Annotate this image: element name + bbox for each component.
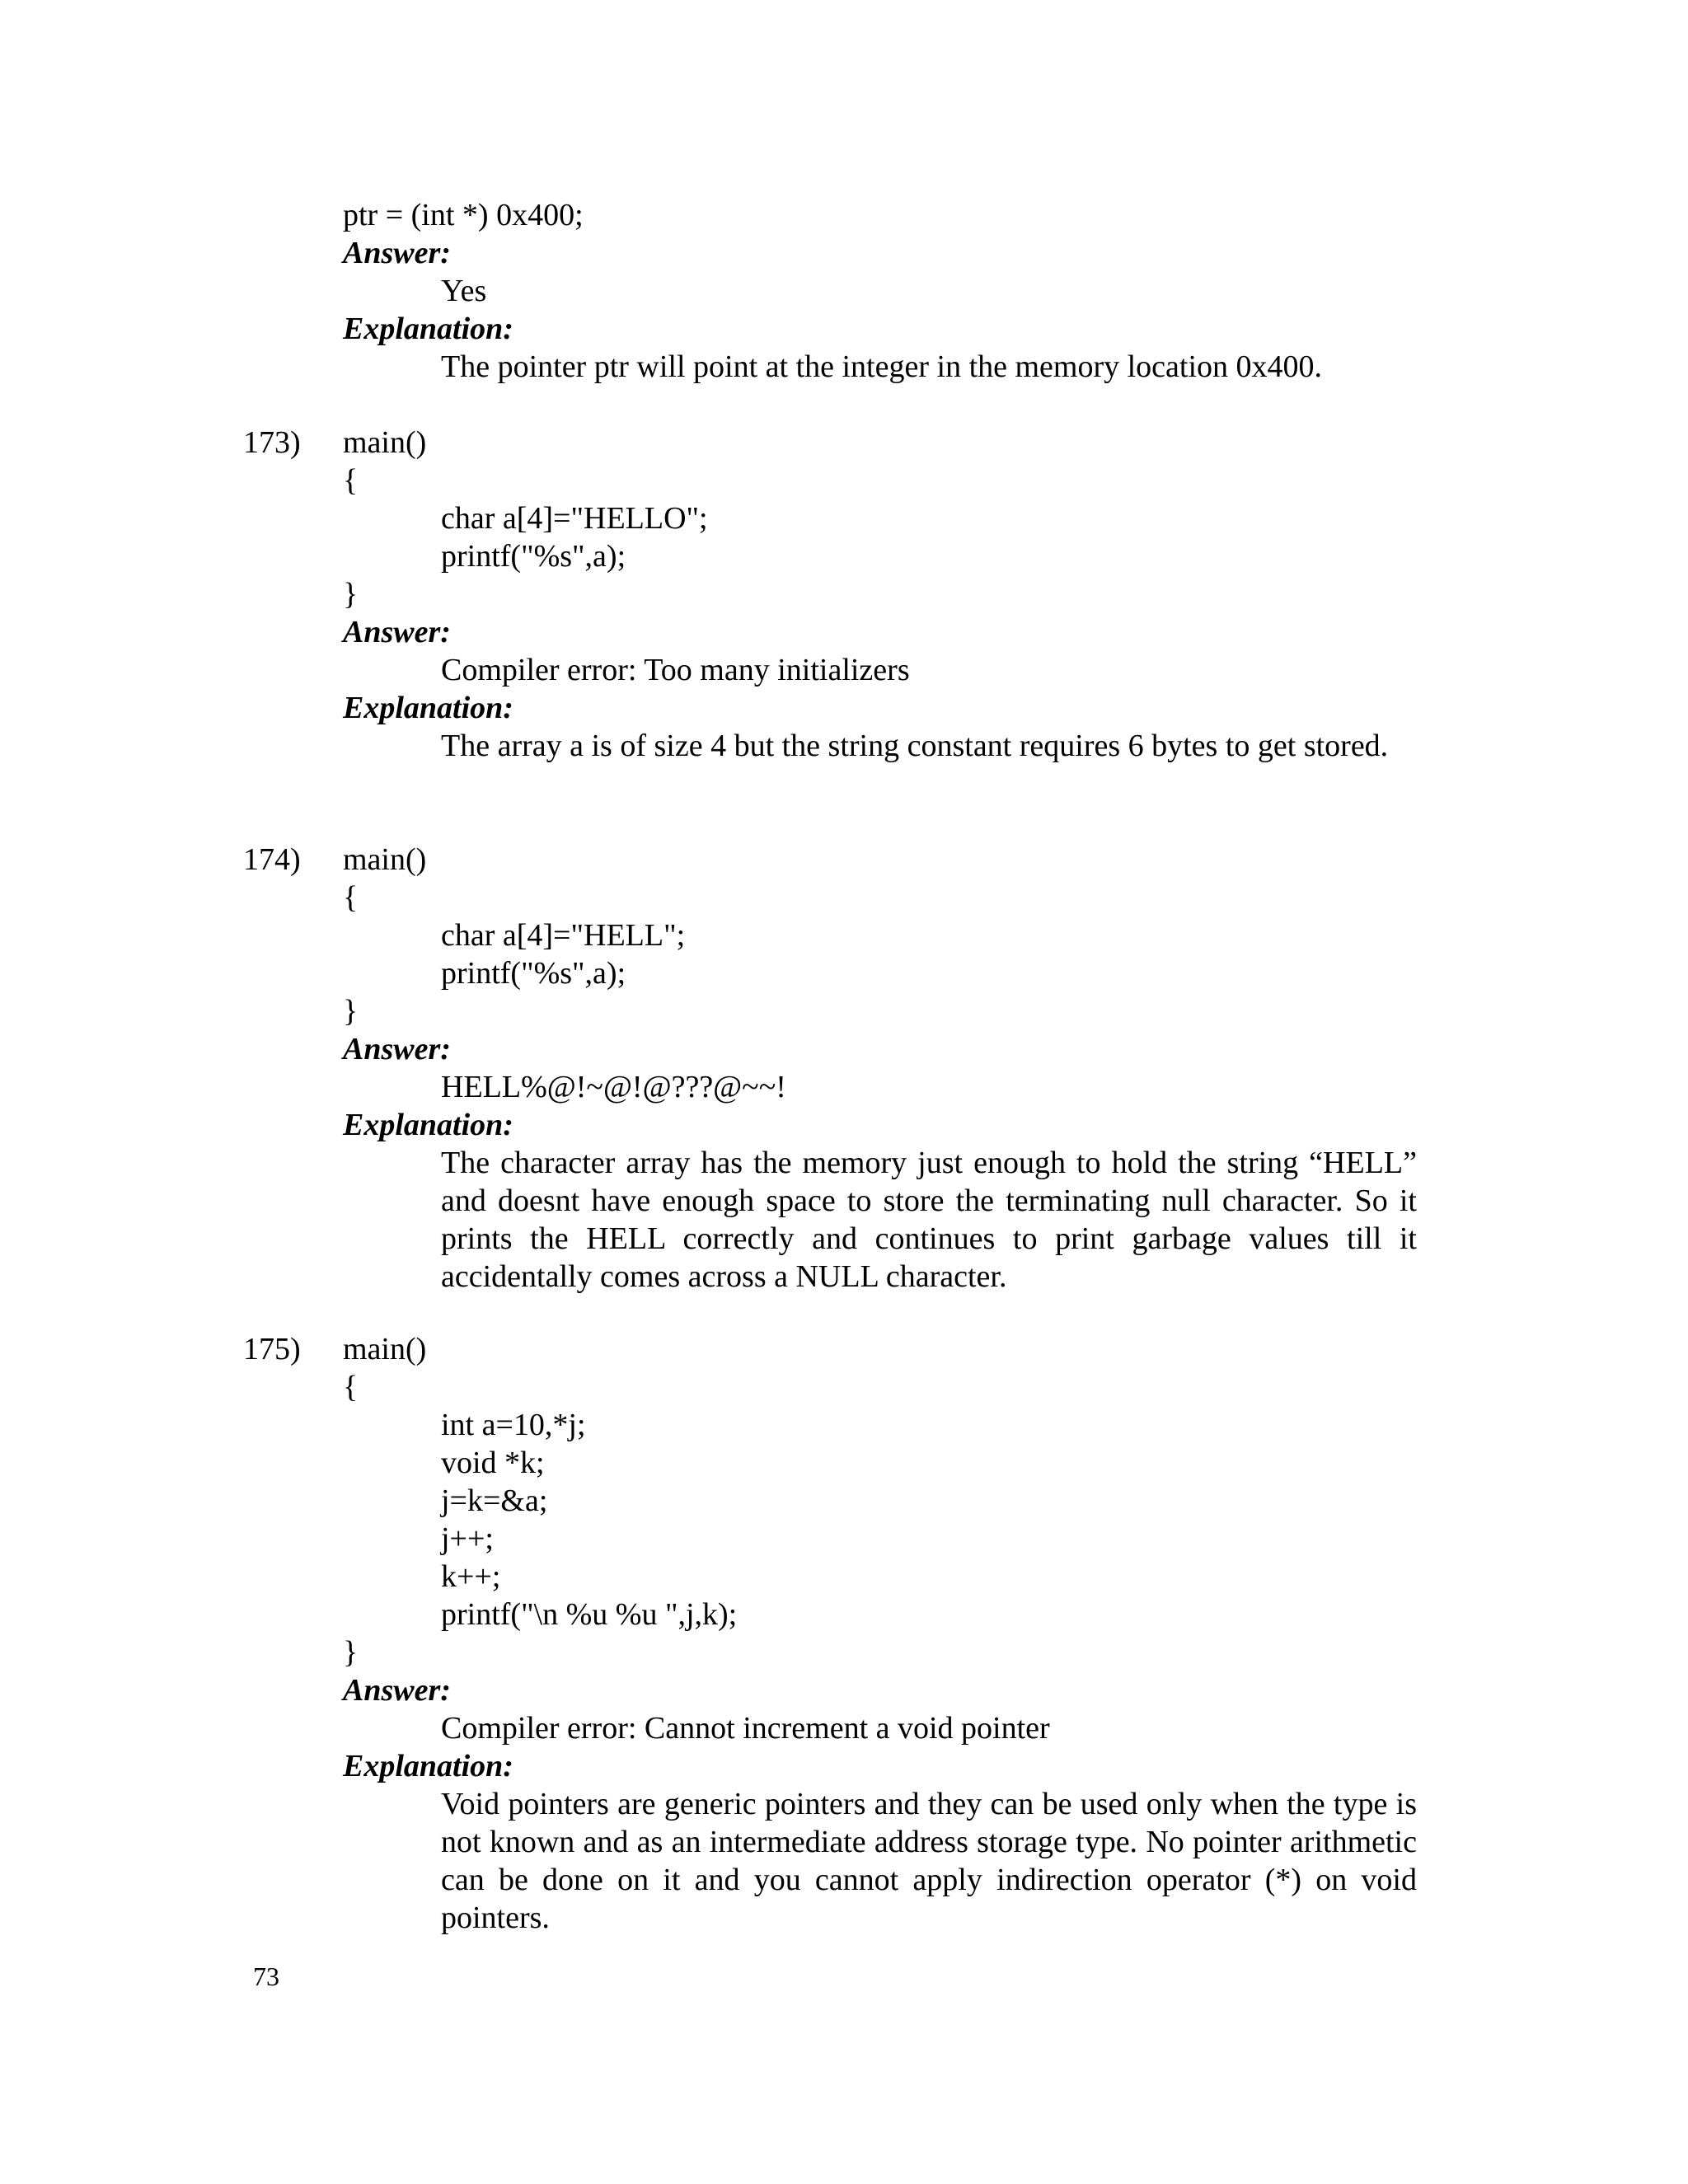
code-line: char a[4]="HELL"; (441, 918, 686, 953)
code-line: } (343, 994, 359, 1029)
question-number: 173) (243, 425, 301, 460)
code-line: } (343, 577, 359, 612)
answer-text: Compiler error: Too many initializers (441, 653, 910, 687)
explanation-text: The array a is of size 4 but the string constant requires 6 bytes to get stored. (441, 729, 1389, 763)
explanation-text: Void pointers are generic pointers and they can be used only when the type is not known and as an intermediate address storage type. No pointer arithmetic can be done on it and you cannot apply indirection operator (*) on void pointers. (441, 1787, 1417, 1935)
answer-text: Compiler error: Cannot increment a void pointer (441, 1711, 1050, 1746)
code-line: j++; (441, 1521, 494, 1556)
answer-label: Answer: (343, 1673, 451, 1708)
code-line: j=k=&a; (441, 1483, 548, 1518)
answer-text: HELL%@!~@!@???@~~! (441, 1070, 786, 1104)
answer-label: Answer: (343, 615, 451, 649)
code-line: printf("\n %u %u ",j,k); (441, 1597, 738, 1632)
explanation-text: The character array has the memory just enough to hold the string “HELL” and doesnt have enough space to store the terminating null character. So it prints the HELL correctly and continues to print garbage values till it accidentally comes across a NULL character. (441, 1146, 1456, 1294)
code-line: main() (343, 842, 427, 877)
question-number: 174) (243, 842, 301, 877)
code-line: { (343, 463, 359, 498)
answer-label: Answer: (343, 1032, 451, 1066)
code-line: char a[4]="HELLO"; (441, 501, 708, 536)
code-line: printf("%s",a); (441, 539, 626, 574)
answer-text: Yes (441, 274, 487, 308)
question-number: 175) (243, 1332, 301, 1366)
code-line: { (343, 880, 359, 915)
explanation-label: Explanation: (343, 1108, 513, 1142)
code-line: } (343, 1635, 359, 1670)
code-line: { (343, 1370, 359, 1404)
answer-label: Answer: (343, 236, 451, 270)
explanation-label: Explanation: (343, 312, 513, 346)
code-line: int a=10,*j; (441, 1408, 586, 1442)
explanation-label: Explanation: (343, 691, 513, 725)
code-line: ptr = (int *) 0x400; (343, 198, 584, 232)
code-line: printf("%s",a); (441, 956, 626, 991)
code-line: main() (343, 425, 427, 460)
code-line: main() (343, 1332, 427, 1366)
explanation-label: Explanation: (343, 1749, 513, 1783)
explanation-text: The pointer ptr will point at the integer in the memory location 0x400. (441, 349, 1323, 384)
code-line: void *k; (441, 1446, 545, 1480)
code-line: k++; (441, 1559, 501, 1594)
page-number: 73 (253, 1961, 279, 1991)
